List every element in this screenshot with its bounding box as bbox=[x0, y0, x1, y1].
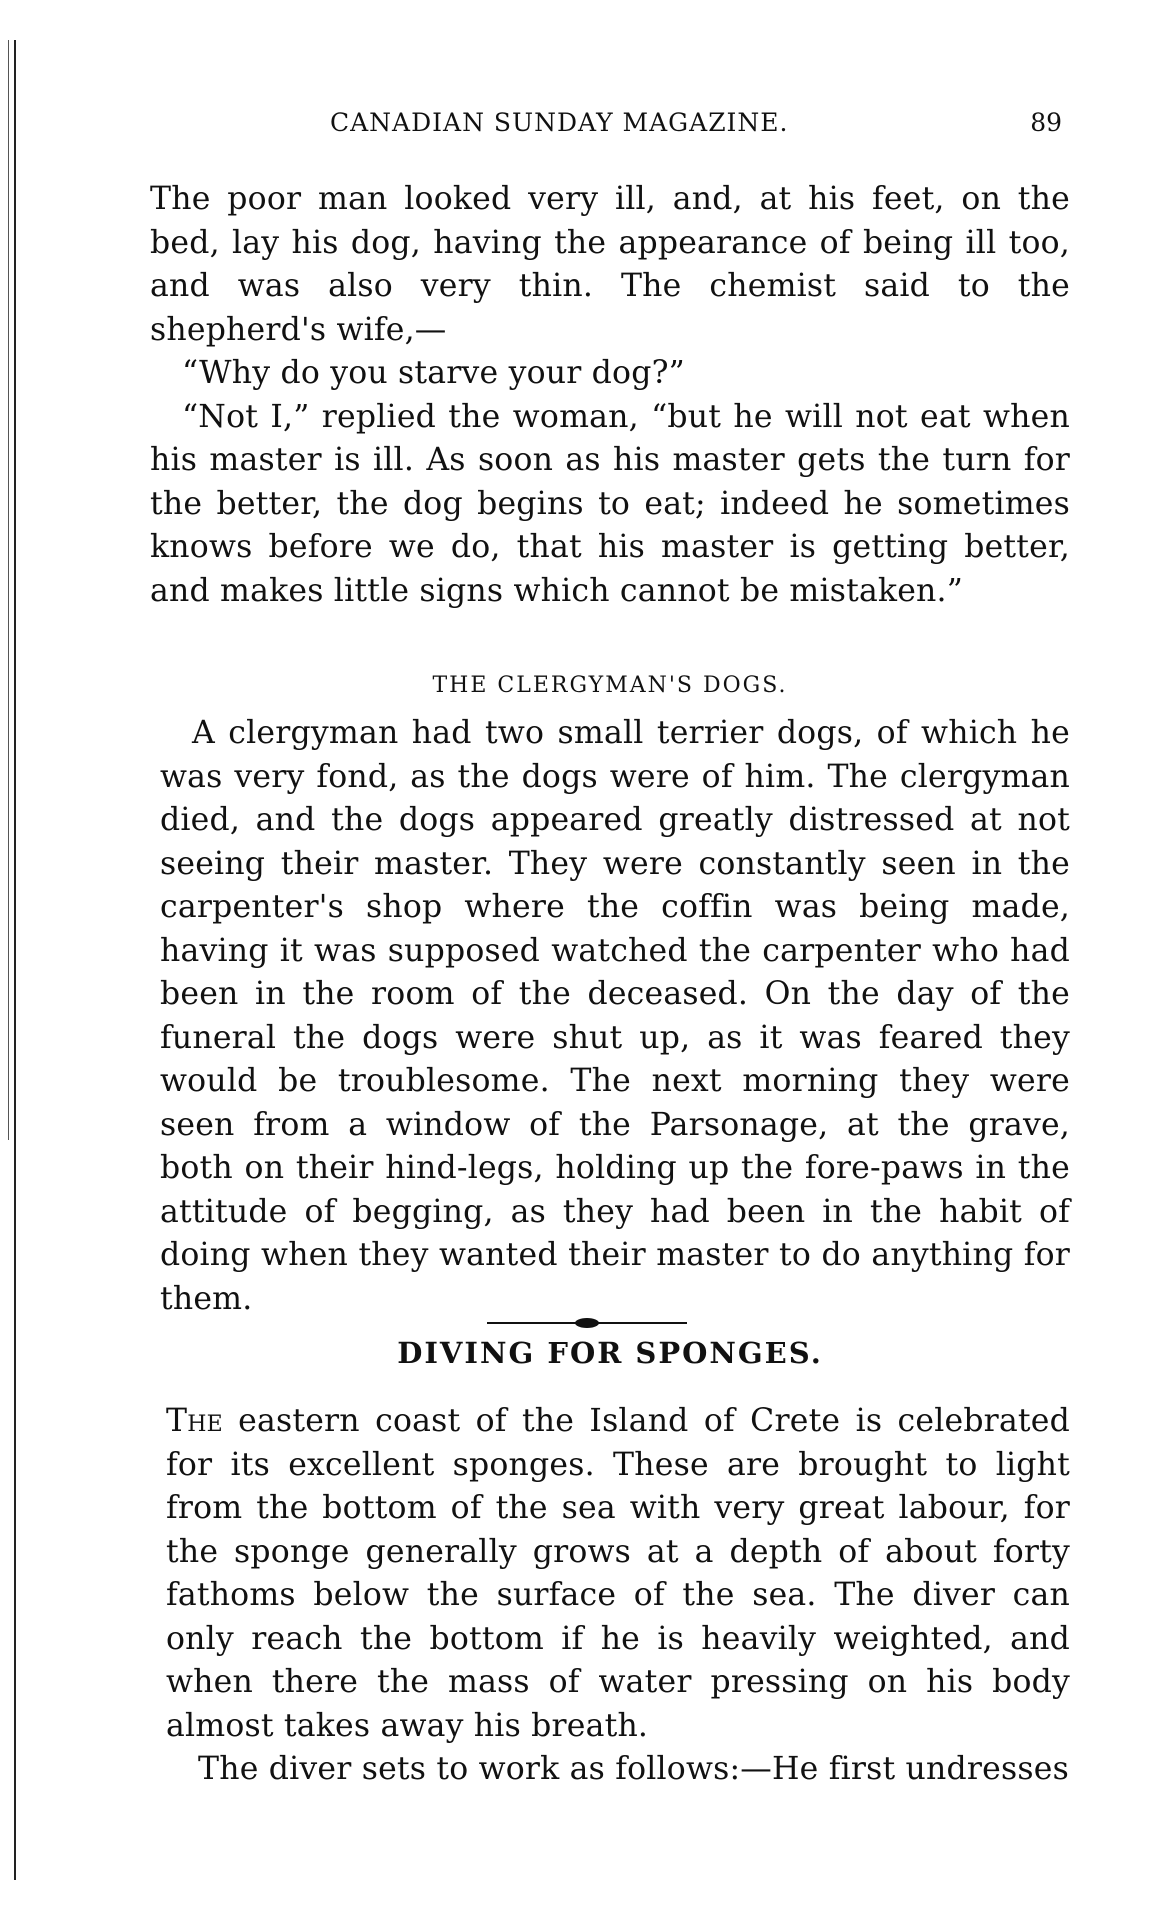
drop-word: The bbox=[166, 1403, 223, 1439]
subsection-heading: THE CLERGYMAN'S DOGS. bbox=[432, 673, 788, 698]
divider-ornament bbox=[575, 1318, 599, 1328]
page-number: 89 bbox=[1030, 108, 1062, 137]
paragraph bbox=[166, 1400, 1070, 1748]
paragraph: The poor man looked very ill, and, at his feet, on the bed, lay his dog, having the appearance of being ill too, and was also very thin. The chemist said to the shepherd's wife,— bbox=[150, 181, 1070, 348]
ornamental-divider bbox=[487, 1318, 687, 1328]
clergyman-dogs-story bbox=[160, 712, 1070, 1321]
page-header bbox=[150, 108, 1070, 148]
paragraph: A clergyman had two small terrier dogs, of which he was very fond, as the dogs were of him. The clergyman died, and the dogs appeared greatly distressed at not seeing their master. They were constantly seen in the carpenter's shop where the coffin was being made, having it was supposed watched the carpenter who had been in the room of the deceased. On the day of the funeral the dogs were shut up, as it was feared they would be troublesome. The next morning they were seen from a window of the Parsonage, at the grave, both on their hind-legs, holding up the fore-paws in the attitude of begging, as they had been in the habit of doing when they wanted their master to do anything for them. bbox=[160, 715, 1070, 1317]
binding-edge-line bbox=[14, 40, 16, 1880]
story-continuation bbox=[150, 178, 1070, 613]
paragraph: “Why do you starve your dog?” bbox=[182, 355, 685, 391]
paragraph: The diver sets to work as follows:—He first undresses bbox=[198, 1751, 1069, 1787]
diving-article-body bbox=[166, 1400, 1070, 1792]
running-title: CANADIAN SUNDAY MAGAZINE. bbox=[330, 108, 789, 137]
binding-edge-line-faint bbox=[8, 40, 9, 1140]
article-title: DIVING FOR SPONGES. bbox=[397, 1336, 823, 1370]
paragraph-text: eastern coast of the Island of Crete is celebrated for its excellent sponges. These are brought to light from the bottom of the sea with very great labour, for the sponge generally grows at a depth of about forty fathoms below the surface of the sea. The diver can only reach the bottom if he is heavily weighted, and when there the mass of water pressing on his body almost takes away his breath. bbox=[166, 1403, 1070, 1744]
paragraph: “Not I,” replied the woman, “but he will not eat when his master is ill. As soon as his master gets the turn for the better, the dog begins to eat; indeed he sometimes knows before we do, that his master is getting better, and makes little signs which cannot be mistaken.” bbox=[150, 398, 1070, 609]
